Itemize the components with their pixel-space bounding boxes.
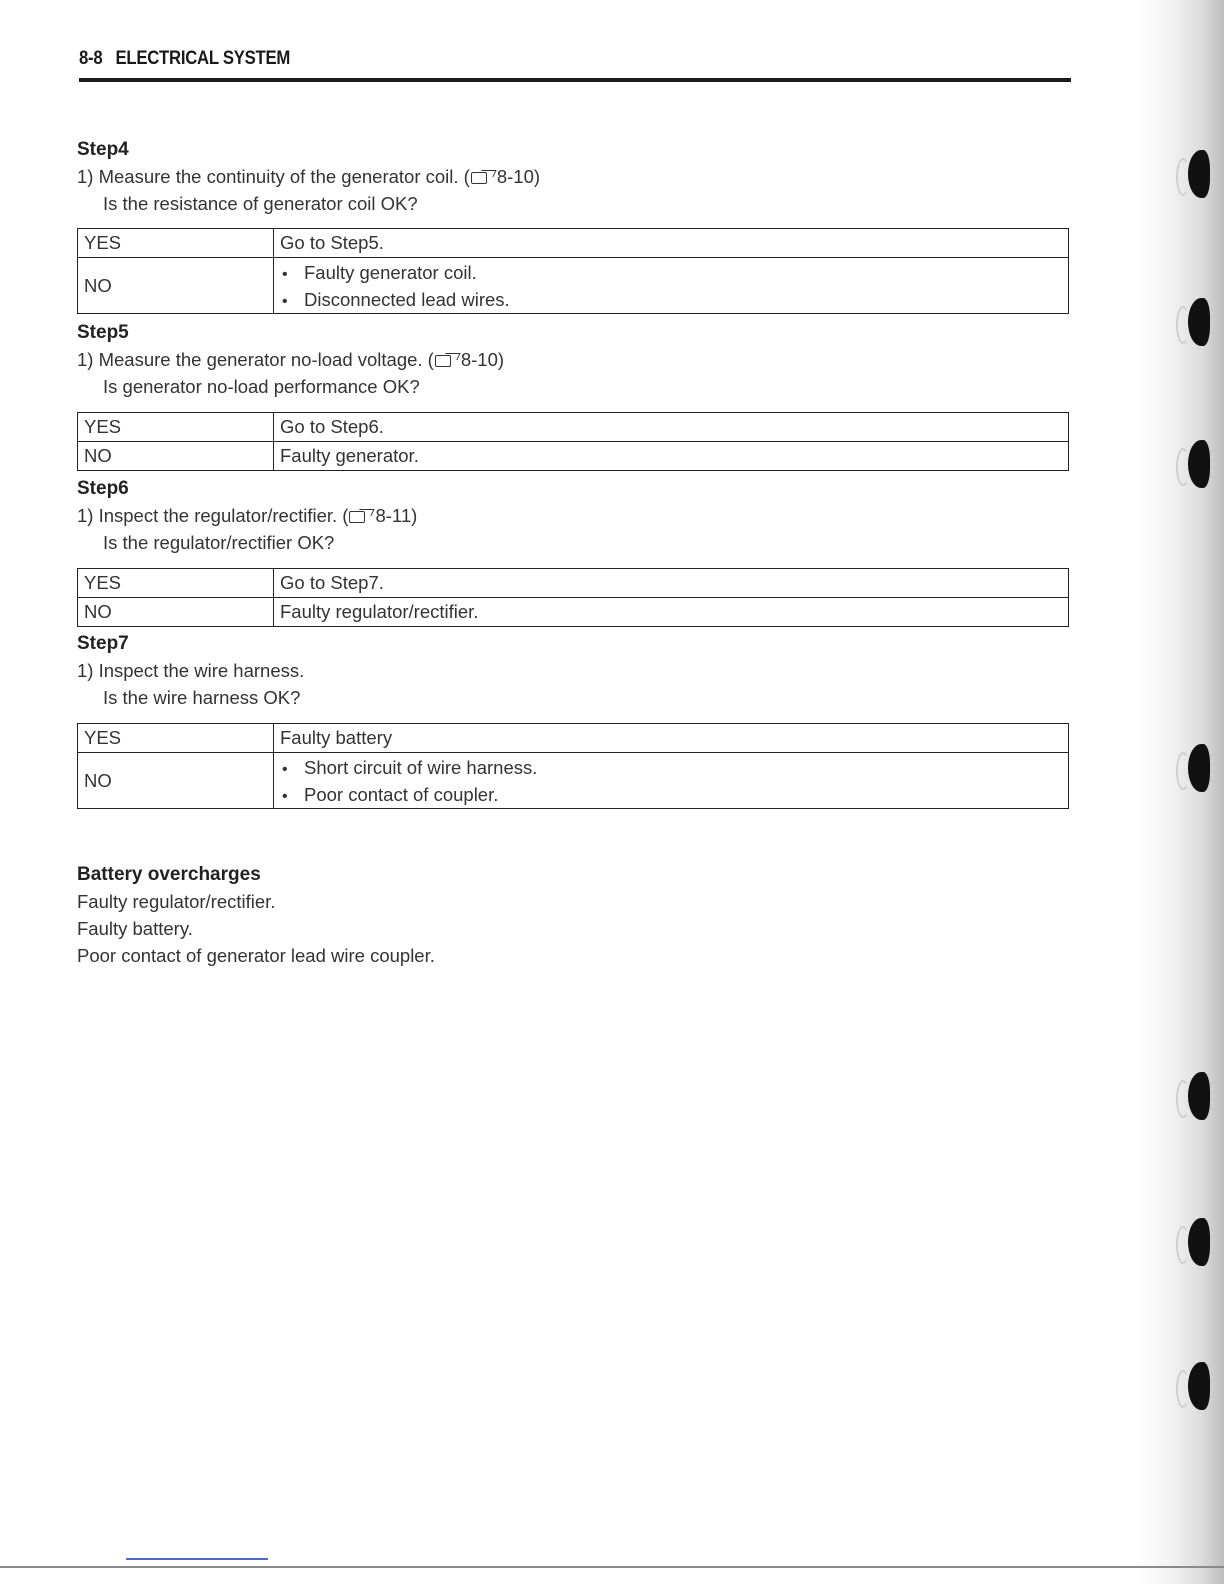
result-value — [274, 753, 1069, 809]
step-section — [77, 631, 1071, 809]
table-row — [78, 258, 1069, 314]
table-row — [78, 724, 1069, 753]
result-value: Go to Step6. — [274, 413, 1069, 442]
bullet-icon: • — [282, 760, 288, 778]
result-table — [77, 723, 1069, 809]
page-reference-icon — [434, 353, 460, 367]
step-question: Is the regulator/rectifier OK? — [103, 532, 335, 553]
binder-hole-icon — [1176, 1072, 1210, 1122]
result-value: Go to Step7. — [274, 569, 1069, 598]
result-key: NO — [78, 598, 274, 627]
step-heading: Step6 — [77, 478, 129, 499]
binder-hole-icon — [1176, 440, 1210, 490]
result-value: Faulty battery — [274, 724, 1069, 753]
result-value: Go to Step5. — [274, 229, 1069, 258]
page-header — [79, 48, 1071, 82]
summary-line: Faulty battery. — [77, 918, 193, 939]
step-section — [77, 476, 1071, 627]
step-instruction: 1) Measure the generator no-load voltage. ( 8-10) — [77, 349, 505, 370]
step-instruction: 1) Inspect the wire harness. — [77, 660, 305, 681]
list-item: • Faulty generator coil. — [280, 259, 1062, 286]
binder-hole-icon — [1176, 744, 1210, 794]
binder-hole-icon — [1176, 1362, 1210, 1412]
result-key: NO — [78, 258, 274, 314]
list-item: • Disconnected lead wires. — [280, 286, 1062, 313]
result-table — [77, 228, 1069, 314]
bullet-icon: • — [282, 787, 288, 805]
result-value: Faulty regulator/rectifier. — [274, 598, 1069, 627]
summary-line: Faulty regulator/rectifier. — [77, 891, 276, 912]
step-heading: Step7 — [77, 633, 129, 654]
page-reference-icon — [470, 170, 496, 184]
step-section — [77, 320, 1071, 471]
list-item: • Short circuit of wire harness. — [280, 754, 1062, 781]
bullet-icon: • — [282, 292, 288, 310]
result-value: Faulty generator. — [274, 442, 1069, 471]
page-header-title: 8-8 ELECTRICAL SYSTEM — [79, 48, 291, 69]
table-row — [78, 598, 1069, 627]
step-question: Is generator no-load performance OK? — [103, 376, 420, 397]
page-bottom-edge — [0, 1566, 1224, 1568]
step-heading: Step5 — [77, 322, 129, 343]
table-row — [78, 753, 1069, 809]
binder-hole-icon — [1176, 298, 1210, 348]
scan-artifact-line — [126, 1558, 268, 1560]
binder-hole-icon — [1176, 150, 1210, 200]
result-key: YES — [78, 229, 274, 258]
result-key: NO — [78, 442, 274, 471]
binder-hole-icon — [1176, 1218, 1210, 1268]
result-key: YES — [78, 724, 274, 753]
summary-section — [77, 862, 1071, 969]
step-question: Is the resistance of generator coil OK? — [103, 193, 418, 214]
result-value — [274, 258, 1069, 314]
step-heading: Step4 — [77, 139, 129, 160]
step-instruction: 1) Inspect the regulator/rectifier. ( 8-11) — [77, 505, 418, 526]
result-key: NO — [78, 753, 274, 809]
table-row — [78, 229, 1069, 258]
bullet-icon: • — [282, 265, 288, 283]
step-question: Is the wire harness OK? — [103, 687, 301, 708]
list-item: • Poor contact of coupler. — [280, 781, 1062, 808]
result-key: YES — [78, 413, 274, 442]
table-row — [78, 442, 1069, 471]
summary-line: Poor contact of generator lead wire coupler. — [77, 945, 435, 966]
result-table — [77, 568, 1069, 627]
table-row — [78, 413, 1069, 442]
step-instruction: 1) Measure the continuity of the generator coil. ( 8-10) — [77, 166, 541, 187]
summary-heading: Battery overcharges — [77, 864, 261, 885]
result-table — [77, 412, 1069, 471]
step-section — [77, 137, 1071, 314]
table-row — [78, 569, 1069, 598]
page-reference-icon — [348, 509, 374, 523]
result-key: YES — [78, 569, 274, 598]
